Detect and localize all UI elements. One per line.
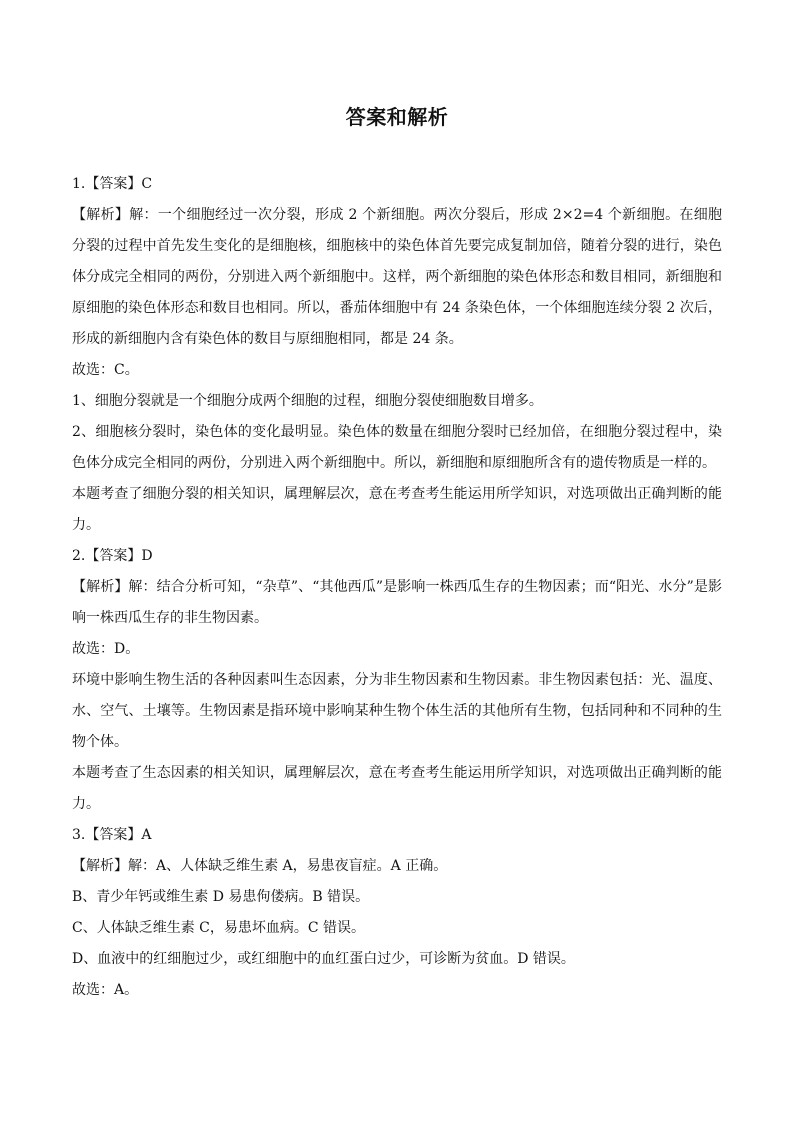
answer-3-header: 3.【答案】A xyxy=(72,827,152,843)
answer-2-header: 2.【答案】D xyxy=(72,548,153,564)
answer-1-analysis: 【解析】解：一个细胞经过一次分裂，形成 2 个新细胞。两次分裂后，形成 2×2=4 个新细胞。在细胞分裂的过程中首先发生变化的是细胞核，细胞核中的染色体首先要完成复制加倍，随着分裂的进行，染色体分成完全相同的两份，分别进入两个新细胞中。这样，两个新细胞的染色体形态和数目相同，新细胞和原细胞的染色体形态和数目也相同。所以，番茄体细胞中有 24 条染色体，一个体细胞连续分裂 2 次后，形成的新细胞内含有染色体的数目与原细胞相同，都是 24 条。 xyxy=(72,207,722,347)
answer-3-option-c: C、人体缺乏维生素 C，易患坏血病。C 错误。 xyxy=(72,920,366,936)
page-title: 答案和解析 xyxy=(345,105,449,129)
answer-2-summary: 本题考查了生态因素的相关知识，属理解层次，意在考查考生能运用所学知识，对选项做出正确判断的能力。 xyxy=(72,765,722,812)
answer-content xyxy=(72,169,722,1006)
answer-2-note: 环境中影响生物生活的各种因素叫生态因素，分为非生物因素和生物因素。非生物因素包括：光、温度、水、空气、土壤等。生物因素是指环境中影响某种生物个体生活的其他所有生物，包括同种和不同种的生物个体。 xyxy=(72,672,722,750)
answer-3-option-b: B、青少年钙或维生素 D 易患佝偻病。B 错误。 xyxy=(72,889,370,905)
answer-1-note-2: 2、细胞核分裂时，染色体的变化最明显。染色体的数量在细胞分裂时已经加倍，在细胞分裂过程中，染色体分成完全相同的两份，分别进入两个新细胞中。所以，新细胞和原细胞所含有的遗传物质是一样的。 xyxy=(72,424,722,471)
answer-1-summary: 本题考查了细胞分裂的相关知识，属理解层次，意在考查考生能运用所学知识，对选项做出正确判断的能力。 xyxy=(72,486,722,533)
answer-3-option-a: 【解析】解：A、人体缺乏维生素 A，易患夜盲症。A 正确。 xyxy=(72,858,448,874)
answer-3-choice: 故选：A。 xyxy=(72,982,139,998)
answer-2-analysis: 【解析】解：结合分析可知，“杂草”、“其他西瓜”是影响一株西瓜生存的生物因素；而“阳光、水分”是影响一株西瓜生存的非生物因素。 xyxy=(72,579,722,626)
answer-1-header: 1.【答案】C xyxy=(72,176,153,192)
answer-1-note-1: 1、细胞分裂就是一个细胞分成两个细胞的过程，细胞分裂使细胞数目增多。 xyxy=(72,393,543,409)
answer-3-option-d: D、血液中的红细胞过少，或红细胞中的血红蛋白过少，可诊断为贫血。D 错误。 xyxy=(72,951,575,967)
answer-1-choice: 故选：C。 xyxy=(72,362,139,378)
answer-2-choice: 故选：D。 xyxy=(72,641,140,657)
